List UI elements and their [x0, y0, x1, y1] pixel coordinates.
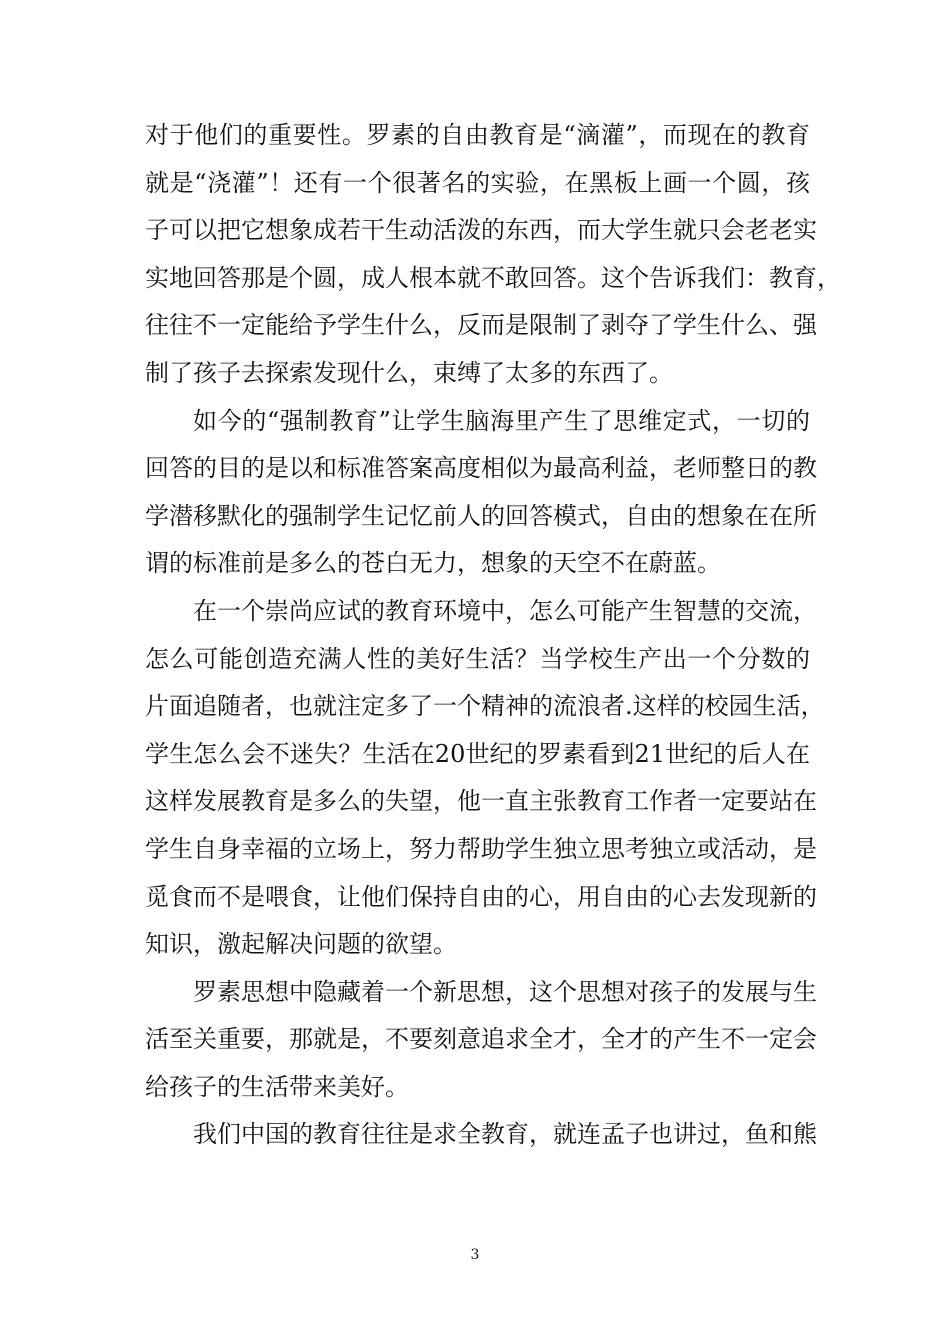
text-line: 给孩子的生活带来美好。 — [145, 1072, 409, 1101]
text-line: 学潜移默化的强制学生记忆前人的回答模式，自由的想象在在所 — [145, 501, 817, 530]
paragraph — [145, 1111, 817, 1159]
paragraph — [145, 398, 817, 588]
text-line: 这样发展教育是多么的失望，他一直主张教育工作者一定要站在 — [145, 787, 817, 816]
paragraph — [145, 588, 825, 969]
text-line: 如今的“强制教育”让学生脑海里产生了思维定式，一切的 — [193, 406, 810, 435]
text-line: 活至关重要，那就是，不要刻意追求全才，全才的产生不一定会 — [145, 1025, 817, 1054]
text-line: 实地回答那是个圆，成人根本就不敢回答。这个告诉我们：教育， — [145, 263, 841, 292]
text-line: 学生自身幸福的立场上，努力帮助学生独立思考独立或活动，是 — [145, 834, 817, 863]
text-line: 谓的标准前是多么的苍白无力，想象的天空不在蔚蓝。 — [145, 549, 721, 578]
text-line: 就是“浇灌”！还有一个很著名的实验，在黑板上画一个圆，孩 — [145, 168, 810, 197]
body-text — [145, 112, 841, 1159]
paragraph — [145, 112, 841, 398]
text-line: 罗素思想中隐藏着一个新思想，这个思想对孩子的发展与生 — [193, 977, 817, 1006]
page-number: 3 — [470, 1247, 480, 1263]
text-line: 回答的目的是以和标准答案高度相似为最高利益，老师整日的教 — [145, 454, 817, 483]
text-line: 往往不一定能给予学生什么，反而是限制了剥夺了学生什么、强 — [145, 311, 817, 340]
text-line: 学生怎么会不迷失？生活在20世纪的罗素看到21世纪的后人在 — [145, 739, 810, 768]
text-line: 对于他们的重要性。罗素的自由教育是“滴灌”，而现在的教育 — [145, 121, 810, 149]
paragraph — [145, 969, 817, 1112]
text-line: 子可以把它想象成若干生动活泼的东西，而大学生就只会老老实 — [145, 216, 817, 245]
text-line: 在一个崇尚应试的教育环境中，怎么可能产生智慧的交流， — [193, 596, 817, 625]
text-line: 觅食而不是喂食，让他们保持自由的心，用自由的心去发现新的 — [145, 882, 817, 911]
text-line: 片面追随者，也就注定多了一个精神的流浪者.这样的校园生活， — [145, 692, 825, 721]
text-line: 制了孩子去探索发现什么，束缚了太多的东西了。 — [145, 358, 673, 387]
text-line: 我们中国的教育往往是求全教育，就连孟子也讲过，鱼和熊 — [193, 1120, 817, 1149]
text-line: 怎么可能创造充满人性的美好生活？当学校生产出一个分数的 — [145, 644, 810, 673]
text-line: 知识，激起解决问题的欲望。 — [145, 930, 457, 959]
